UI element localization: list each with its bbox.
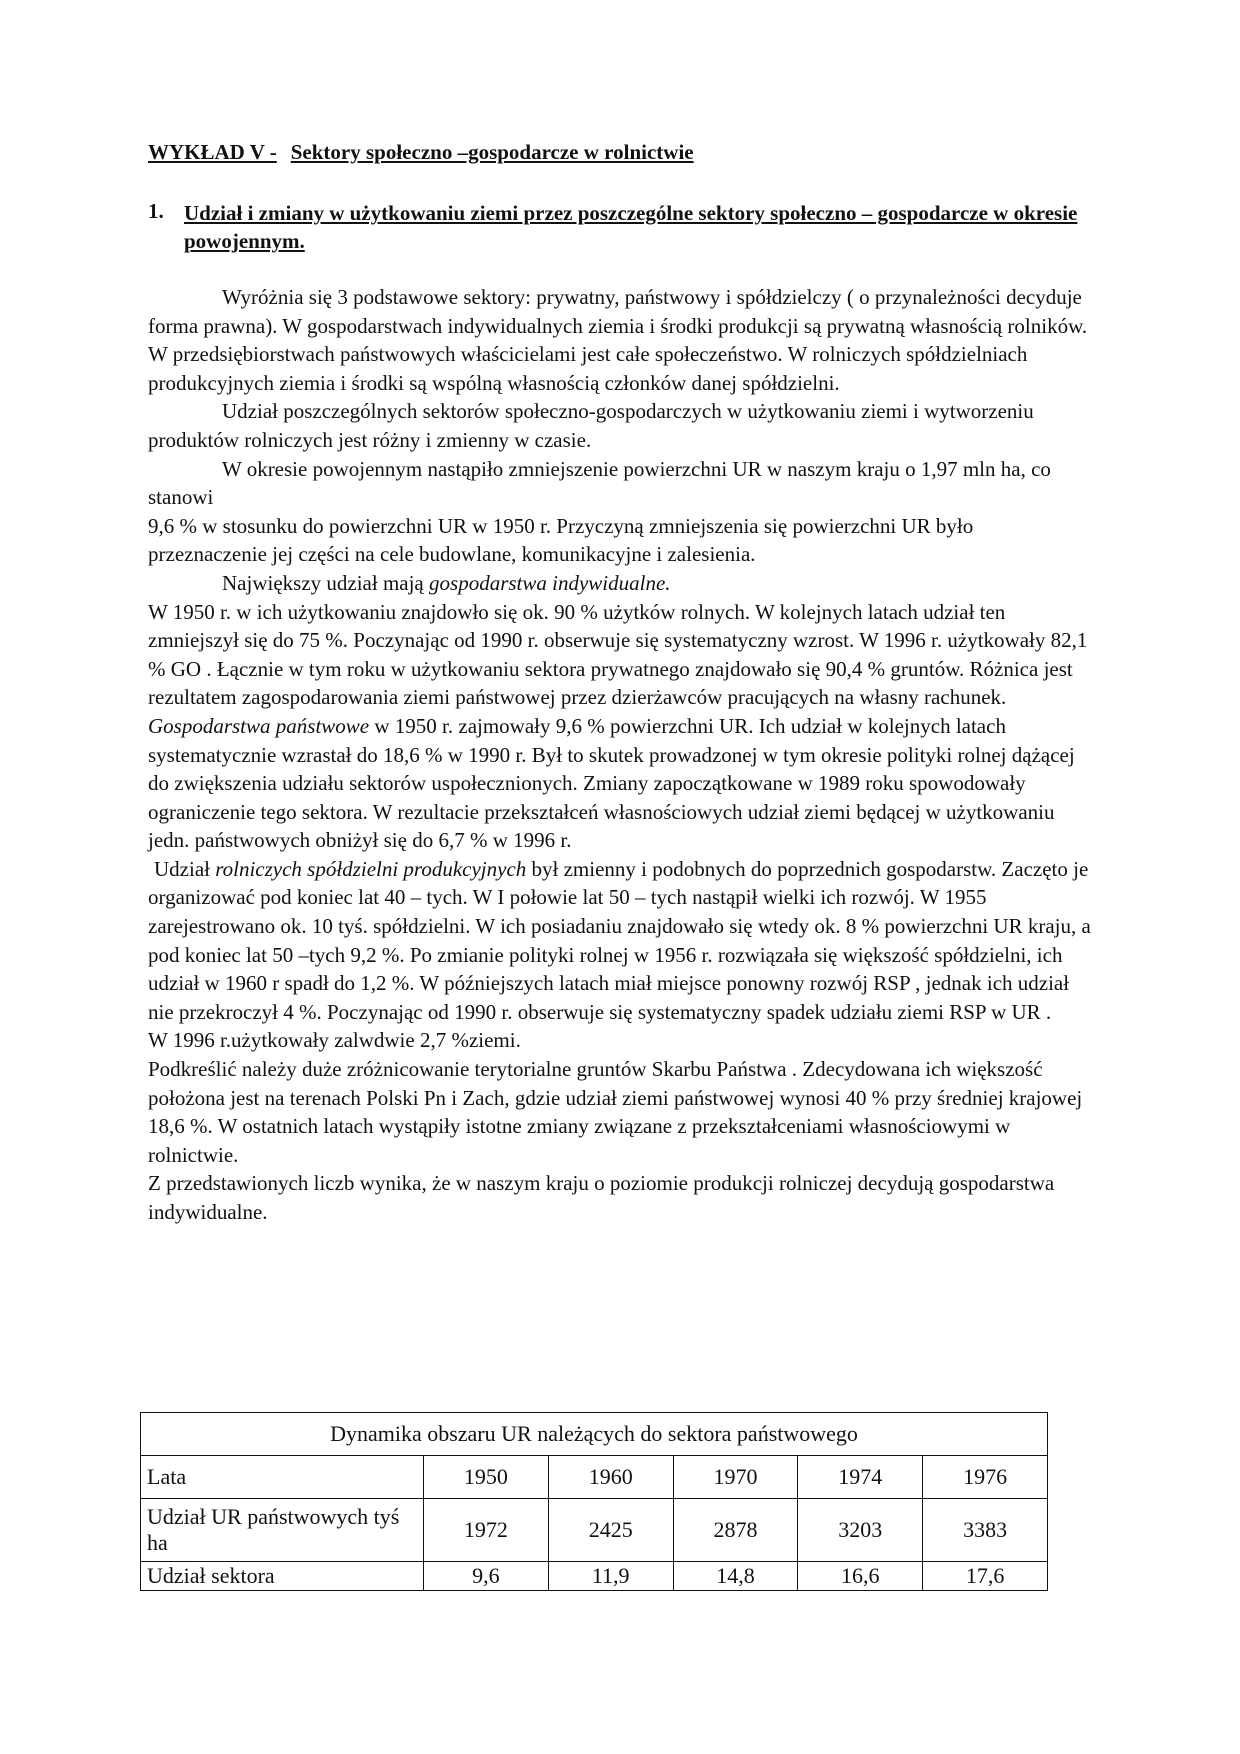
table-caption: Dynamika obszaru UR należących do sektora państwowego <box>141 1413 1048 1456</box>
paragraph-territorial: Podkreślić należy duże zróżnicowanie terytorialne gruntów Skarbu Państwa . Zdecydowana ich większość położona jest na terenach Polski Pn i Zach, gdzie udział ziemi państwowej wynosi 40 % przy średniej krajowej 18,6 %. W ostatnich latach wystąpiły istotne zmiany związane z przekształceniami własnościowymi w rolnictwie. <box>148 1057 1083 1167</box>
paragraph-ur-reason: 9,6 % w stosunku do powierzchni UR w 1950 r. Przyczyną zmniejszenia się powierzchni UR było przeznaczenie jej części na cele budowlane, komunikacyjne i zalesienia. <box>148 513 974 567</box>
section-number: 1. <box>148 199 164 223</box>
table-cell: 3203 <box>798 1499 923 1562</box>
paragraph-state-farms <box>148 712 1093 855</box>
table-row <box>141 1499 1048 1562</box>
paragraph-sectors-intro: Wyróżnia się 3 podstawowe sektory: prywatny, państwowy i spółdzielczy ( o przynależności decyduje forma prawna). W gospodarstwach indywidualnych ziemia i środki produkcji są prywatną własnością rolników. W przedsiębiorstwach państwowych właścicielami jest całe społeczeństwo. W rolniczych spółdzielniach produkcyjnych ziemia i środki są wspólną własnością członków danej spółdzielni. <box>148 285 1088 395</box>
document-page <box>148 140 1093 1227</box>
table-cell: 16,6 <box>798 1562 923 1591</box>
table-year: 1976 <box>923 1456 1048 1499</box>
cooperatives-text: był zmienny i podobnych do poprzednich gospodarstw. Zaczęto je organizować pod koniec lat 40 – tych. W I połowie lat 50 – tych nastąpił wielki ich rozwój. W 1955 zarejestrowano ok. 10 tyś. spółdzielni. W ich posiadaniu znajdowało się wtedy ok. 8 % powierzchni UR kraju, a pod koniec lat 50 –tych 9,2 %. Po zmianie polityki rolnej w 1956 r. rozwiązała się większość spółdzielni, ich udział w 1960 r spadł do 1,2 %. W późniejszych latach miał miejsce ponowny rozwój RSP , jednak ich udział nie przekroczył 4 %. Poczynając od 1990 r. obserwuje się systematyczny spadek udziału ziemi RSP w UR . <box>148 856 1091 1024</box>
largest-share-emphasis: gospodarstwa indywidualne. <box>429 570 671 595</box>
dynamics-table <box>140 1412 1048 1591</box>
table-row-label: Udział sektora <box>141 1562 424 1591</box>
table-cell: 3383 <box>923 1499 1048 1562</box>
document-body <box>148 283 1093 1227</box>
table-header-row <box>141 1456 1048 1499</box>
cooperatives-emphasis: rolniczych spółdzielni produkcyjnych <box>215 856 527 881</box>
paragraph-largest-share <box>148 569 1093 598</box>
lecture-topic: Sektory społeczno –gospodarcze w rolnictwie <box>290 140 694 164</box>
table-cell: 14,8 <box>673 1562 798 1591</box>
table-year: 1970 <box>673 1456 798 1499</box>
lecture-title <box>148 140 1093 165</box>
table-cell: 2878 <box>673 1499 798 1562</box>
table-cell: 11,9 <box>548 1562 673 1591</box>
table-year: 1950 <box>424 1456 549 1499</box>
table-cell: 9,6 <box>424 1562 549 1591</box>
table-cell: 2425 <box>548 1499 673 1562</box>
table-year: 1960 <box>548 1456 673 1499</box>
table-row <box>141 1562 1048 1591</box>
table-cell: 17,6 <box>923 1562 1048 1591</box>
state-farms-text: w 1950 r. zajmowały 9,6 % powierzchni UR. Ich udział w kolejnych latach systematycznie wzrastał do 18,6 % w 1990 r. Był to skutek prowadzonej w tym okresie polityki rolnej dążącej do zwiększenia udziału sektorów uspołecznionych. Zmiany zapoczątkowane w 1989 roku spowodowały ograniczenie tego sektora. W rezultacie przekształceń własnościowych udział ziemi będącej w użytkowaniu jedn. państwowych obniżył się do 6,7 % w 1996 r. <box>148 713 1075 853</box>
section-title: Udział i zmiany w użytkowaniu ziemi przez poszczególne sektory społeczno – gospodarcze w okresie powojennym. <box>184 201 1078 253</box>
paragraph-ur-decrease: W okresie powojennym nastąpiło zmniejszenie powierzchni UR w naszym kraju o 1,97 mln ha, co stanowi <box>148 456 1051 510</box>
table-year: 1974 <box>798 1456 923 1499</box>
paragraph-individual-farms: W 1950 r. w ich użytkowaniu znajdowło się ok. 90 % użytków rolnych. W kolejnych latach udział ten zmniejszył się do 75 %. Poczynając od 1990 r. obserwuje się systematyczny wzrost. W 1996 r. użytkowały 82,1 % GO . Łącznie w tym roku w użytkowaniu sektora prywatnego znajdowało się 90,4 % gruntów. Różnica jest rezultatem zagospodarowania ziemi państwowej przez dzierżawców pracujących na własny rachunek. <box>148 599 1088 710</box>
section-heading <box>148 199 1093 255</box>
paragraph-cooperatives <box>148 855 1093 1027</box>
largest-share-text: Największy udział mają <box>222 570 430 595</box>
paragraph-rsp-1996: W 1996 r.użytkowały zalwdwie 2,7 %ziemi. <box>148 1028 521 1053</box>
table-cell: 1972 <box>424 1499 549 1562</box>
state-farms-emphasis: Gospodarstwa państwowe <box>148 713 370 738</box>
lecture-number: WYKŁAD V - <box>148 140 277 164</box>
table-header-label: Lata <box>141 1456 424 1499</box>
paragraph-conclusion: Z przedstawionych liczb wynika, że w naszym kraju o poziomie produkcji rolniczej decydują gospodarstwa indywidualne. <box>148 1171 1055 1224</box>
cooperatives-pre: Udział <box>154 856 216 881</box>
table-row-label: Udział UR państwowych tyś ha <box>141 1499 424 1562</box>
paragraph-sector-share: Udział poszczególnych sektorów społeczno-gospodarczych w użytkowaniu ziemi i wytworzeniu produktów rolniczych jest różny i zmienny w czasie. <box>148 399 1034 452</box>
